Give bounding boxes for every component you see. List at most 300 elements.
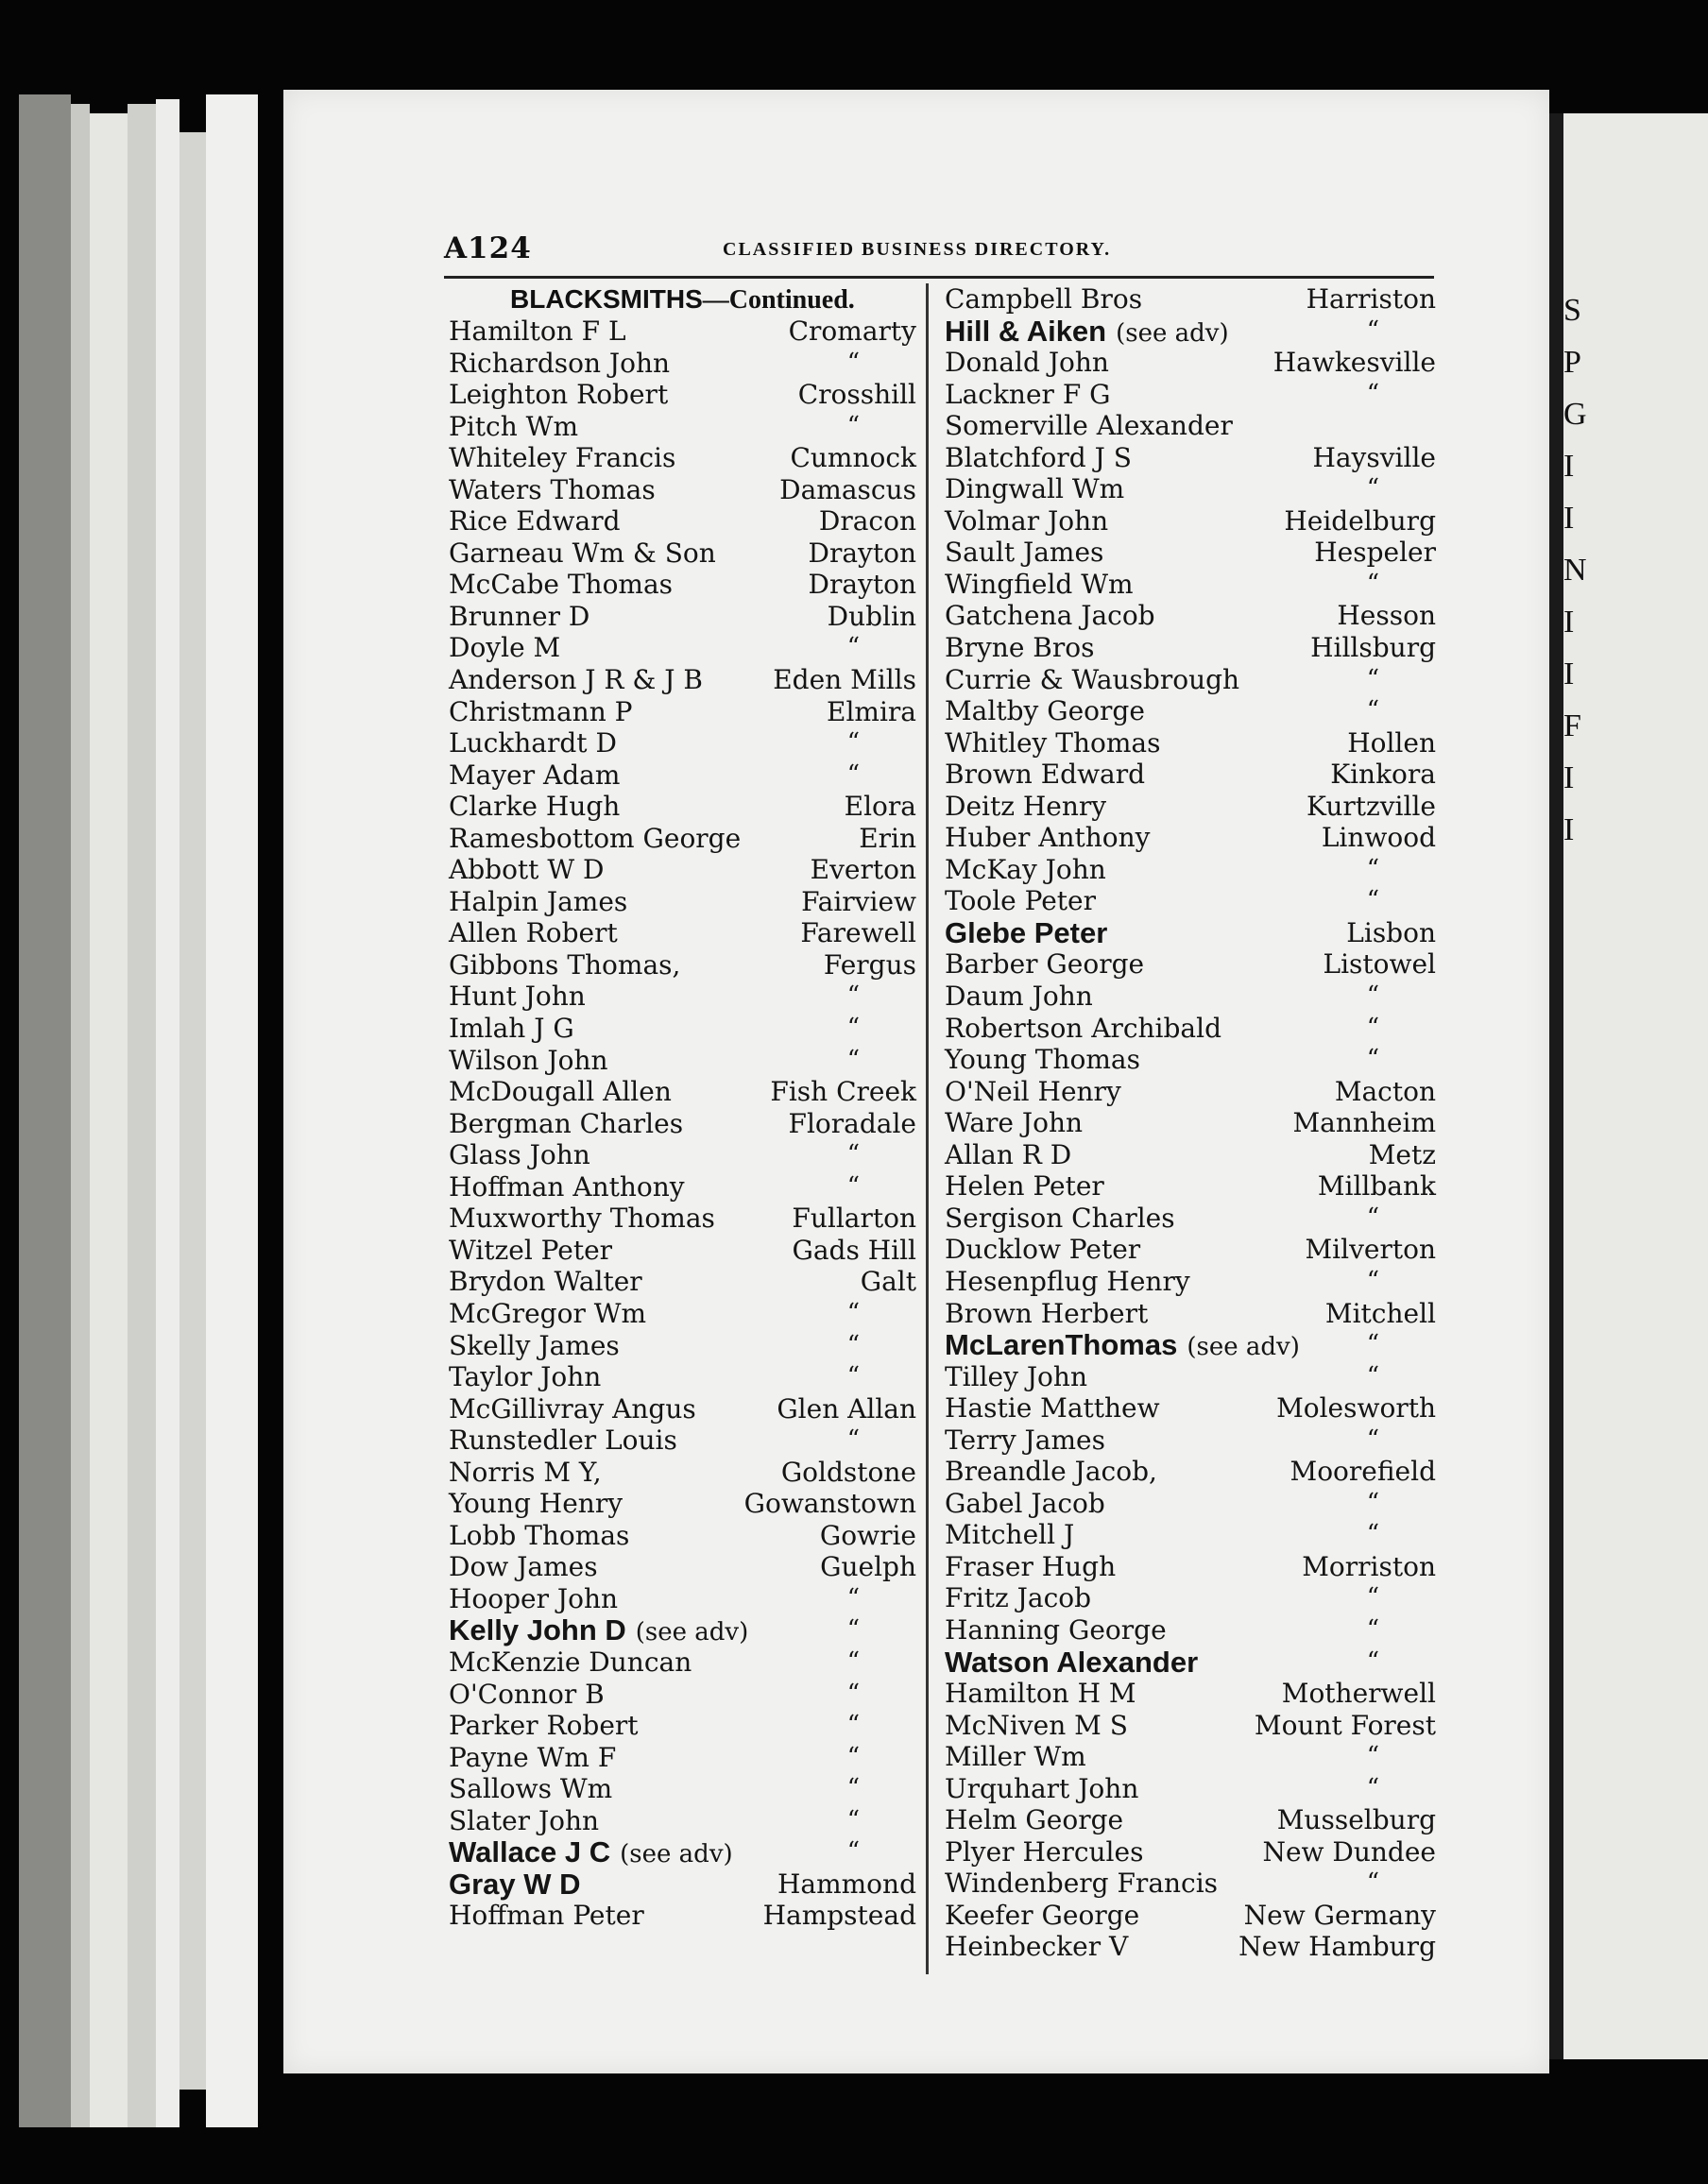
directory-entry	[425, 759, 916, 792]
ditto-mark: “	[1366, 474, 1379, 503]
entry-name-text: Campbell Bros	[945, 283, 1143, 315]
entry-name-text: Mitchell J	[945, 1519, 1075, 1551]
ditto-mark: “	[1366, 1742, 1379, 1771]
entry-name	[945, 1836, 1143, 1868]
ditto-mark: “	[1366, 1013, 1379, 1042]
entry-name	[449, 379, 668, 411]
entry-name	[449, 601, 589, 633]
entry-name	[945, 1044, 1140, 1076]
entry-name	[945, 791, 1106, 823]
directory-entry	[425, 1425, 916, 1457]
ditto-mark: “	[1366, 1520, 1379, 1549]
next-page-letter: I	[1563, 605, 1575, 640]
entry-name-text: Robertson Archibald	[945, 1012, 1222, 1044]
directory-entry	[425, 1298, 916, 1330]
entry-name-text: Ramesbottom George	[449, 822, 742, 854]
directory-entry	[425, 1361, 916, 1393]
entry-place: Motherwell	[1281, 1678, 1436, 1710]
entry-name-text: Gatchena Jacob	[945, 600, 1155, 632]
ditto-mark: “	[1366, 1868, 1379, 1898]
directory-entry	[425, 1013, 916, 1045]
entry-place: Metz	[1368, 1138, 1436, 1170]
entry-name-text: Payne Wm F	[449, 1741, 617, 1773]
entry-name	[945, 1614, 1167, 1647]
ditto-mark: “	[846, 1362, 860, 1391]
entry-place: Morriston	[1302, 1550, 1436, 1582]
section-title: BLACKSMITHS	[510, 284, 703, 314]
directory-entry	[935, 1298, 1436, 1330]
entry-name-text: O'Neil Henry	[945, 1075, 1121, 1107]
entry-place: Listowel	[1323, 948, 1436, 981]
directory-entry	[935, 1107, 1436, 1139]
entry-place: Damascus	[779, 473, 916, 505]
directory-entry	[935, 1582, 1436, 1614]
entry-name-text: Maltby George	[945, 695, 1145, 727]
entry-name-text: Hooper John	[449, 1582, 619, 1614]
directory-entry	[425, 1805, 916, 1837]
next-page-letter: N	[1563, 553, 1587, 588]
entry-name	[449, 1108, 683, 1140]
entry-place: Farewell	[800, 917, 916, 949]
entry-name-text: Slater John	[449, 1804, 600, 1836]
entry-name	[449, 1647, 692, 1679]
entry-name-text: Hanning George	[945, 1613, 1167, 1646]
ditto-mark: “	[1366, 1045, 1379, 1074]
directory-entry	[425, 1551, 916, 1583]
entry-place: Eden Mills	[773, 664, 916, 696]
entry-name	[449, 1805, 599, 1837]
directory-entry	[425, 1139, 916, 1171]
next-page-letter: S	[1563, 293, 1581, 328]
directory-entry	[935, 410, 1436, 442]
entry-place: Gowanstown	[743, 1488, 916, 1520]
directory-entry	[935, 1044, 1436, 1076]
entry-name-text: Hastie Matthew	[945, 1392, 1160, 1425]
entry-name-text: Volmar John	[945, 504, 1109, 537]
directory-entry	[425, 1742, 916, 1774]
directory-entry	[425, 854, 916, 886]
entry-name-text: Bergman Charles	[449, 1107, 684, 1139]
entry-name	[945, 442, 1132, 474]
directory-entry	[935, 1710, 1436, 1742]
running-title: CLASSIFIED BUSINESS DIRECTORY.	[723, 239, 1112, 260]
next-page-edge	[1563, 113, 1708, 2059]
entry-name	[449, 1330, 620, 1362]
entry-name-text: Taylor John	[449, 1361, 602, 1393]
ditto-mark: “	[1366, 1361, 1379, 1391]
entry-name-text: Christmann P	[449, 695, 633, 727]
entry-name-text: Lackner F G	[945, 378, 1111, 410]
entry-name-text: Ducklow Peter	[945, 1234, 1141, 1266]
entry-place: Macton	[1334, 1075, 1436, 1107]
directory-entry	[935, 1013, 1436, 1045]
entry-name-text: Huber Anthony	[945, 822, 1151, 854]
entry-place: Gowrie	[819, 1519, 916, 1551]
book-edge	[19, 94, 71, 2127]
entry-name	[449, 442, 675, 474]
directory-entry	[935, 1329, 1436, 1361]
entry-name	[449, 823, 741, 855]
ditto-mark: “	[846, 1837, 860, 1867]
entry-place: Everton	[810, 854, 916, 886]
ditto-mark: “	[846, 1679, 860, 1708]
directory-entry	[935, 1678, 1436, 1710]
directory-entry	[935, 505, 1436, 537]
ditto-mark: “	[1366, 696, 1379, 725]
directory-entry	[425, 537, 916, 570]
entry-name	[945, 822, 1150, 854]
entry-name-text: Helm George	[945, 1804, 1124, 1836]
directory-entry	[425, 696, 916, 728]
directory-entry	[935, 379, 1436, 411]
right-entry-list	[935, 283, 1436, 1963]
directory-entry	[935, 316, 1436, 348]
entry-place: Galt	[860, 1266, 916, 1298]
directory-entry	[935, 347, 1436, 379]
entry-name-text: Breandle Jacob,	[945, 1456, 1157, 1488]
entry-name-text: Abbott W D	[449, 854, 605, 886]
next-page-letter: I	[1563, 760, 1575, 795]
directory-entry	[425, 474, 916, 506]
directory-entry	[935, 1392, 1436, 1425]
directory-entry	[935, 1804, 1436, 1836]
entry-name	[945, 664, 1239, 696]
entry-name	[945, 1139, 1071, 1171]
entry-place: Hollen	[1347, 726, 1436, 759]
entry-place: Mount Forest	[1254, 1709, 1436, 1741]
entry-name-text: Muxworthy Thomas	[449, 1203, 715, 1235]
entry-name	[945, 316, 1229, 350]
ditto-mark: “	[1366, 1647, 1379, 1676]
ditto-mark: “	[1366, 1583, 1379, 1612]
ditto-mark: “	[1366, 886, 1379, 915]
entry-name	[449, 1266, 642, 1298]
directory-entry	[935, 1266, 1436, 1298]
see-adv-note: (see adv)	[635, 1618, 749, 1647]
ditto-mark: “	[1366, 981, 1379, 1011]
entry-name	[449, 981, 586, 1013]
ditto-mark: “	[1366, 1773, 1379, 1802]
entry-name	[449, 1520, 629, 1552]
entry-place: Hawkesville	[1272, 347, 1436, 379]
entry-name-text: Doyle M	[449, 632, 561, 664]
entry-name-text: Garneau Wm & Son	[449, 537, 716, 569]
entry-name	[449, 1425, 677, 1457]
entry-name	[945, 1488, 1105, 1520]
entry-name-text: Anderson J R & J B	[449, 664, 703, 696]
entry-name	[449, 664, 703, 696]
entry-name	[945, 1710, 1128, 1742]
entry-place: Hesson	[1337, 600, 1436, 632]
next-page-letter: I	[1563, 657, 1575, 691]
book-edge	[128, 104, 156, 2127]
entry-place: Haysville	[1312, 441, 1436, 473]
entry-name-text: Ware John	[945, 1107, 1084, 1139]
entry-name	[449, 537, 716, 570]
section-continued: —Continued.	[702, 285, 855, 315]
entry-place: Kinkora	[1330, 759, 1436, 791]
directory-entry	[935, 791, 1436, 823]
directory-entry	[935, 1234, 1436, 1266]
directory-entry	[935, 917, 1436, 949]
entry-place: Goldstone	[780, 1456, 916, 1488]
entry-place: New Germany	[1243, 1899, 1436, 1931]
entry-name-text: Wingfield Wm	[945, 568, 1134, 600]
directory-entry	[935, 1425, 1436, 1457]
entry-name-text: Heinbecker V	[945, 1931, 1129, 1963]
directory-entry	[935, 948, 1436, 981]
entry-name	[945, 283, 1142, 316]
book-gutter	[1549, 113, 1563, 2059]
entry-name	[945, 632, 1094, 664]
entry-name	[945, 1678, 1136, 1710]
left-column	[425, 283, 916, 1932]
directory-entry	[425, 601, 916, 633]
entry-name-text: O'Connor B	[449, 1678, 605, 1710]
entry-name	[945, 1298, 1148, 1330]
entry-place: Moorefield	[1290, 1456, 1436, 1488]
entry-place: Dracon	[818, 505, 916, 537]
entry-name-text: Plyer Hercules	[945, 1835, 1144, 1868]
entry-name-text: Brown Herbert	[945, 1297, 1149, 1329]
entry-name	[449, 791, 620, 823]
entry-name	[449, 1679, 605, 1711]
entry-name	[449, 411, 578, 443]
entry-place: Erin	[859, 822, 916, 854]
directory-entry	[425, 791, 916, 823]
entry-name	[449, 1742, 616, 1774]
entry-name-text: Mayer Adam	[449, 759, 621, 791]
entry-name-text: Whiteley Francis	[449, 442, 676, 474]
entry-name	[945, 854, 1106, 886]
entry-place: Molesworth	[1276, 1392, 1436, 1425]
directory-entry	[935, 1551, 1436, 1583]
entry-name	[945, 1361, 1087, 1393]
ditto-mark: “	[1366, 854, 1379, 883]
next-page-letter: I	[1563, 449, 1575, 484]
entry-name	[945, 1519, 1074, 1551]
entry-name	[945, 1170, 1104, 1203]
entry-name-text: Dow James	[449, 1551, 598, 1583]
entry-name-text: Lobb Thomas	[449, 1519, 630, 1551]
entry-place: Cumnock	[790, 442, 916, 474]
entry-name	[945, 1647, 1198, 1680]
next-page-letter: I	[1563, 812, 1575, 847]
entry-name	[945, 1900, 1139, 1932]
directory-entry	[935, 981, 1436, 1013]
directory-entry	[935, 854, 1436, 886]
directory-entry	[425, 1203, 916, 1235]
entry-name	[945, 1013, 1221, 1045]
entry-name	[449, 1710, 639, 1742]
entry-name-text: Hamilton H M	[945, 1678, 1136, 1710]
directory-entry	[425, 1773, 916, 1805]
see-adv-note: (see adv)	[1116, 318, 1229, 348]
directory-entry	[425, 949, 916, 981]
entry-place: Milverton	[1305, 1234, 1436, 1266]
directory-entry	[425, 917, 916, 949]
ditto-mark: “	[846, 728, 860, 758]
entry-name-text: Somerville Alexander	[945, 410, 1233, 442]
entry-name	[945, 1076, 1121, 1108]
directory-entry	[935, 1868, 1436, 1900]
directory-entry	[425, 1457, 916, 1489]
directory-entry	[425, 886, 916, 918]
entry-name-text: Tilley John	[945, 1360, 1087, 1392]
entry-name	[449, 759, 620, 792]
directory-entry	[425, 1614, 916, 1647]
entry-name	[449, 696, 632, 728]
directory-entry	[425, 632, 916, 664]
entry-name-text: Clarke Hugh	[449, 791, 621, 823]
entry-name-text: Whitley Thomas	[945, 726, 1161, 759]
entry-name-text: Hamilton F L	[449, 316, 626, 347]
entry-name-text: Brunner D	[449, 600, 590, 632]
entry-name-text: Bryne Bros	[945, 632, 1095, 664]
entry-name	[945, 1773, 1138, 1805]
ditto-mark: “	[1366, 379, 1379, 408]
entry-place: Fish Creek	[770, 1076, 916, 1108]
next-page-letter: F	[1563, 708, 1581, 743]
entry-name	[945, 1582, 1091, 1614]
ditto-mark: “	[846, 1425, 860, 1455]
entry-name	[945, 1329, 1300, 1364]
entry-name-text: Brydon Walter	[449, 1266, 642, 1298]
directory-entry	[425, 505, 916, 537]
book-edge	[179, 132, 206, 2090]
entry-name	[449, 632, 560, 664]
directory-entry	[935, 473, 1436, 505]
see-adv-note: (see adv)	[1187, 1333, 1300, 1362]
directory-entry	[425, 379, 916, 411]
entry-name-text: Rice Edward	[449, 505, 621, 537]
entry-name	[945, 1931, 1128, 1963]
directory-entry	[935, 600, 1436, 632]
book-edge	[90, 113, 128, 2127]
entry-name	[945, 1456, 1157, 1488]
directory-entry	[935, 1741, 1436, 1773]
ditto-mark: “	[846, 1330, 860, 1359]
entry-name-text: Toole Peter	[945, 885, 1097, 917]
ditto-mark: “	[846, 1805, 860, 1834]
directory-entry	[935, 664, 1436, 696]
directory-entry	[935, 569, 1436, 601]
entry-name-text: Watson Alexander	[945, 1645, 1199, 1679]
directory-entry	[425, 981, 916, 1013]
entry-name-text: Runstedler Louis	[449, 1425, 677, 1457]
entry-name-text: McKenzie Duncan	[449, 1646, 692, 1678]
entry-name	[449, 1614, 748, 1649]
directory-entry	[935, 1900, 1436, 1932]
entry-place: Hammond	[777, 1868, 916, 1900]
directory-entry	[935, 1203, 1436, 1235]
directory-entry	[935, 283, 1436, 316]
entry-name-text: Glass John	[449, 1139, 590, 1171]
entry-place: Crosshill	[797, 379, 916, 411]
ditto-mark: “	[846, 1140, 860, 1169]
entry-name	[945, 473, 1124, 505]
directory-entry	[425, 442, 916, 474]
directory-entry	[935, 727, 1436, 759]
entry-name-text: McCabe Thomas	[449, 569, 674, 601]
entry-place: Mitchell	[1324, 1297, 1436, 1329]
ditto-mark: “	[846, 1583, 860, 1612]
entry-name-text: McKay John	[945, 853, 1106, 885]
entry-place: Hillsburg	[1310, 632, 1436, 664]
entry-name-text: Sergison Charles	[945, 1202, 1175, 1234]
directory-entry	[425, 1679, 916, 1711]
entry-name-text: Daum John	[945, 981, 1093, 1013]
entry-name	[945, 505, 1108, 537]
entry-place: Hespeler	[1314, 537, 1436, 569]
entry-name	[449, 1361, 601, 1393]
entry-name-text: Gibbons Thomas,	[449, 948, 681, 981]
entry-name-text: McDougall Allen	[449, 1076, 672, 1108]
entry-name-text: Windenberg Francis	[945, 1868, 1219, 1900]
entry-name	[449, 1235, 612, 1267]
entry-name	[449, 854, 604, 886]
entry-name-text: Allan R D	[945, 1138, 1072, 1170]
directory-entry	[425, 316, 916, 348]
entry-name-text: Sault James	[945, 537, 1104, 569]
entry-name-text: Sallows Wm	[449, 1773, 613, 1805]
page-number: A124	[444, 231, 532, 265]
entry-place: Elmira	[827, 695, 916, 727]
directory-entry	[425, 348, 916, 380]
ditto-mark: “	[1366, 1330, 1379, 1359]
entry-name-text: Urquhart John	[945, 1772, 1139, 1804]
entry-place: Fergus	[823, 948, 916, 981]
column-divider	[926, 283, 929, 1974]
ditto-mark: “	[1366, 1203, 1379, 1232]
entry-place: New Hamburg	[1238, 1931, 1436, 1963]
entry-name	[945, 1392, 1160, 1425]
entry-name-text: Richardson John	[449, 347, 671, 379]
ditto-mark: “	[846, 633, 860, 662]
entry-name	[449, 316, 626, 348]
entry-name-text: Imlah J G	[449, 1013, 574, 1045]
directory-entry	[935, 1456, 1436, 1488]
entry-name	[449, 474, 656, 506]
entry-name	[945, 917, 1107, 950]
directory-entry	[935, 1836, 1436, 1868]
entry-place: Lisbon	[1346, 916, 1436, 948]
directory-entry	[935, 1773, 1436, 1805]
entry-name-text: Terry James	[945, 1424, 1105, 1456]
entry-name	[449, 1583, 618, 1615]
entry-name	[449, 1900, 644, 1932]
entry-name	[945, 1551, 1116, 1583]
entry-name	[945, 981, 1093, 1013]
directory-entry	[425, 1710, 916, 1742]
entry-name-text: Luckhardt D	[449, 727, 617, 759]
entry-name	[945, 1804, 1123, 1836]
directory-entry	[935, 632, 1436, 664]
section-heading	[425, 283, 916, 316]
entry-name-text: Donald John	[945, 347, 1109, 379]
directory-entry	[935, 1519, 1436, 1551]
entry-place: Dublin	[827, 600, 916, 632]
directory-entry	[425, 1647, 916, 1679]
directory-entry	[425, 1266, 916, 1298]
entry-name-text: Wallace J C	[449, 1835, 611, 1869]
entry-name-text: Dingwall Wm	[945, 473, 1125, 505]
entry-place: Glen Allan	[777, 1392, 916, 1425]
entry-place: Mannheim	[1292, 1107, 1436, 1139]
entry-name	[449, 1773, 612, 1805]
directory-entry	[425, 411, 916, 443]
entry-name	[945, 1868, 1218, 1900]
